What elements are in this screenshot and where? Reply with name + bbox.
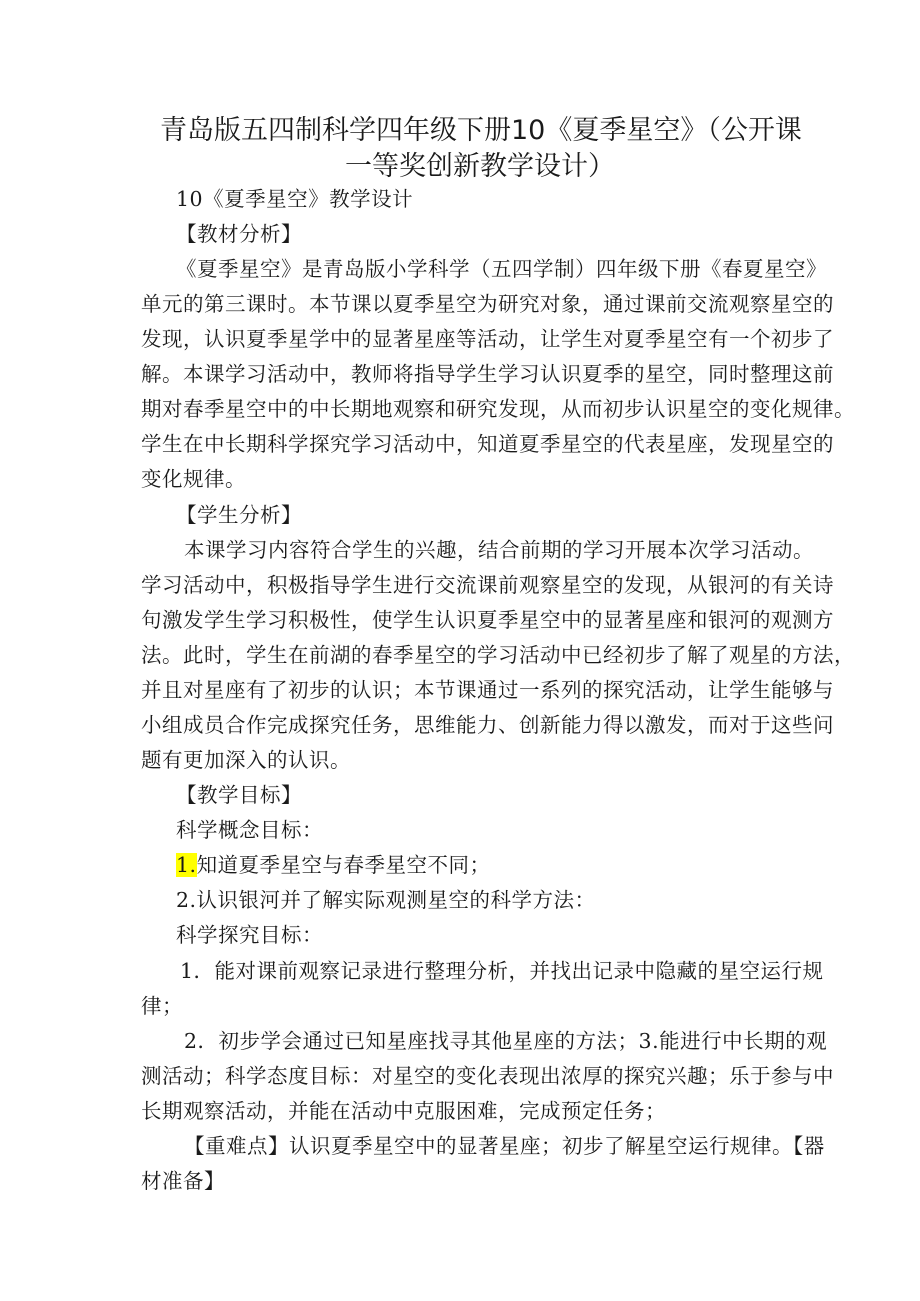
keypoints-line: 【重难点】认识夏季星空中的显著星座；初步了解星空运行规律。【器: [184, 1134, 825, 1158]
concept-goal-item-1: [176, 852, 491, 878]
students-paragraph-line: 小组成员合作完成探究任务，思维能力、创新能力得以激发，而对于这些问: [141, 713, 834, 737]
heading-teaching-goals: 【教学目标】: [176, 783, 302, 807]
inquiry-paragraph-line: 长期观察活动，并能在活动中克服困难，完成预定任务；: [141, 1099, 666, 1123]
concept-goal-item-2: 2.认识银河并了解实际观测星空的科学方法：: [176, 888, 596, 912]
heading-textbook-analysis: 【教材分析】: [176, 222, 302, 246]
document-title-line-1: 青岛版五四制科学四年级下册10《夏季星空》（公开课: [160, 115, 802, 146]
document-title-line-2: 一等奖创新教学设计）: [345, 151, 615, 182]
textbook-paragraph-line: 期对春季星空中的中长期地观察和研究发现，从而初步认识星空的变化规律。: [141, 397, 855, 421]
textbook-paragraph-line: 《夏季星空》是青岛版小学科学（五四学制）四年级下册《春夏星空》: [176, 257, 827, 281]
inquiry-paragraph-line: 1．能对课前观察记录进行整理分析，并找出记录中隐藏的星空运行规: [180, 959, 824, 983]
students-paragraph-line: 法。此时，学生在前湖的春季星空的学习活动中已经初步了解了观星的方法，: [141, 643, 855, 667]
students-paragraph-line: 并且对星座有了初步的认识；本节课通过一系列的探究活动，让学生能够与: [141, 678, 834, 702]
textbook-paragraph-line: 解。本课学习活动中，教师将指导学生学习认识夏季的星空，同时整理这前: [141, 362, 834, 386]
inquiry-goals-label: 科学探究目标：: [176, 923, 323, 947]
students-paragraph-line: 本课学习内容符合学生的兴趣，结合前期的学习开展本次学习活动。: [184, 538, 814, 562]
inquiry-paragraph-line: 律；: [141, 994, 183, 1018]
textbook-paragraph-line: 学生在中长期科学探究学习活动中，知道夏季星空的代表星座，发现星空的: [141, 432, 834, 456]
concept-goals-label: 科学概念目标：: [176, 818, 323, 842]
concept-goal-item-1-text: 知道夏季星空与春季星空不同；: [196, 853, 491, 877]
students-paragraph-line: 题有更加深入的认识。: [141, 748, 351, 772]
textbook-paragraph-line: 变化规律。: [141, 467, 246, 491]
keypoints-line: 材准备】: [141, 1169, 225, 1193]
inquiry-paragraph-line: 测活动；科学态度目标：对星空的变化表现出浓厚的探究兴趣；乐于参与中: [141, 1064, 834, 1088]
highlighted-item-number: 1.: [176, 853, 197, 877]
textbook-paragraph-line: 发现，认识夏季星学中的显著星座等活动，让学生对夏季星空有一个初步了: [141, 327, 834, 351]
inquiry-paragraph-line: 2．初步学会通过已知星座找寻其他星座的方法；3.能进行中长期的观: [184, 1029, 828, 1053]
students-paragraph-line: 学习活动中，积极指导学生进行交流课前观察星空的发现，从银河的有关诗: [141, 573, 834, 597]
students-paragraph-line: 句激发学生学习积极性，使学生认识夏季星空中的显著星座和银河的观测方: [141, 608, 834, 632]
heading-student-analysis: 【学生分析】: [176, 503, 302, 527]
textbook-paragraph-line: 单元的第三课时。本节课以夏季星空为研究对象，通过课前交流观察星空的: [141, 292, 834, 316]
lesson-subtitle: 10《夏季星空》教学设计: [176, 187, 414, 211]
